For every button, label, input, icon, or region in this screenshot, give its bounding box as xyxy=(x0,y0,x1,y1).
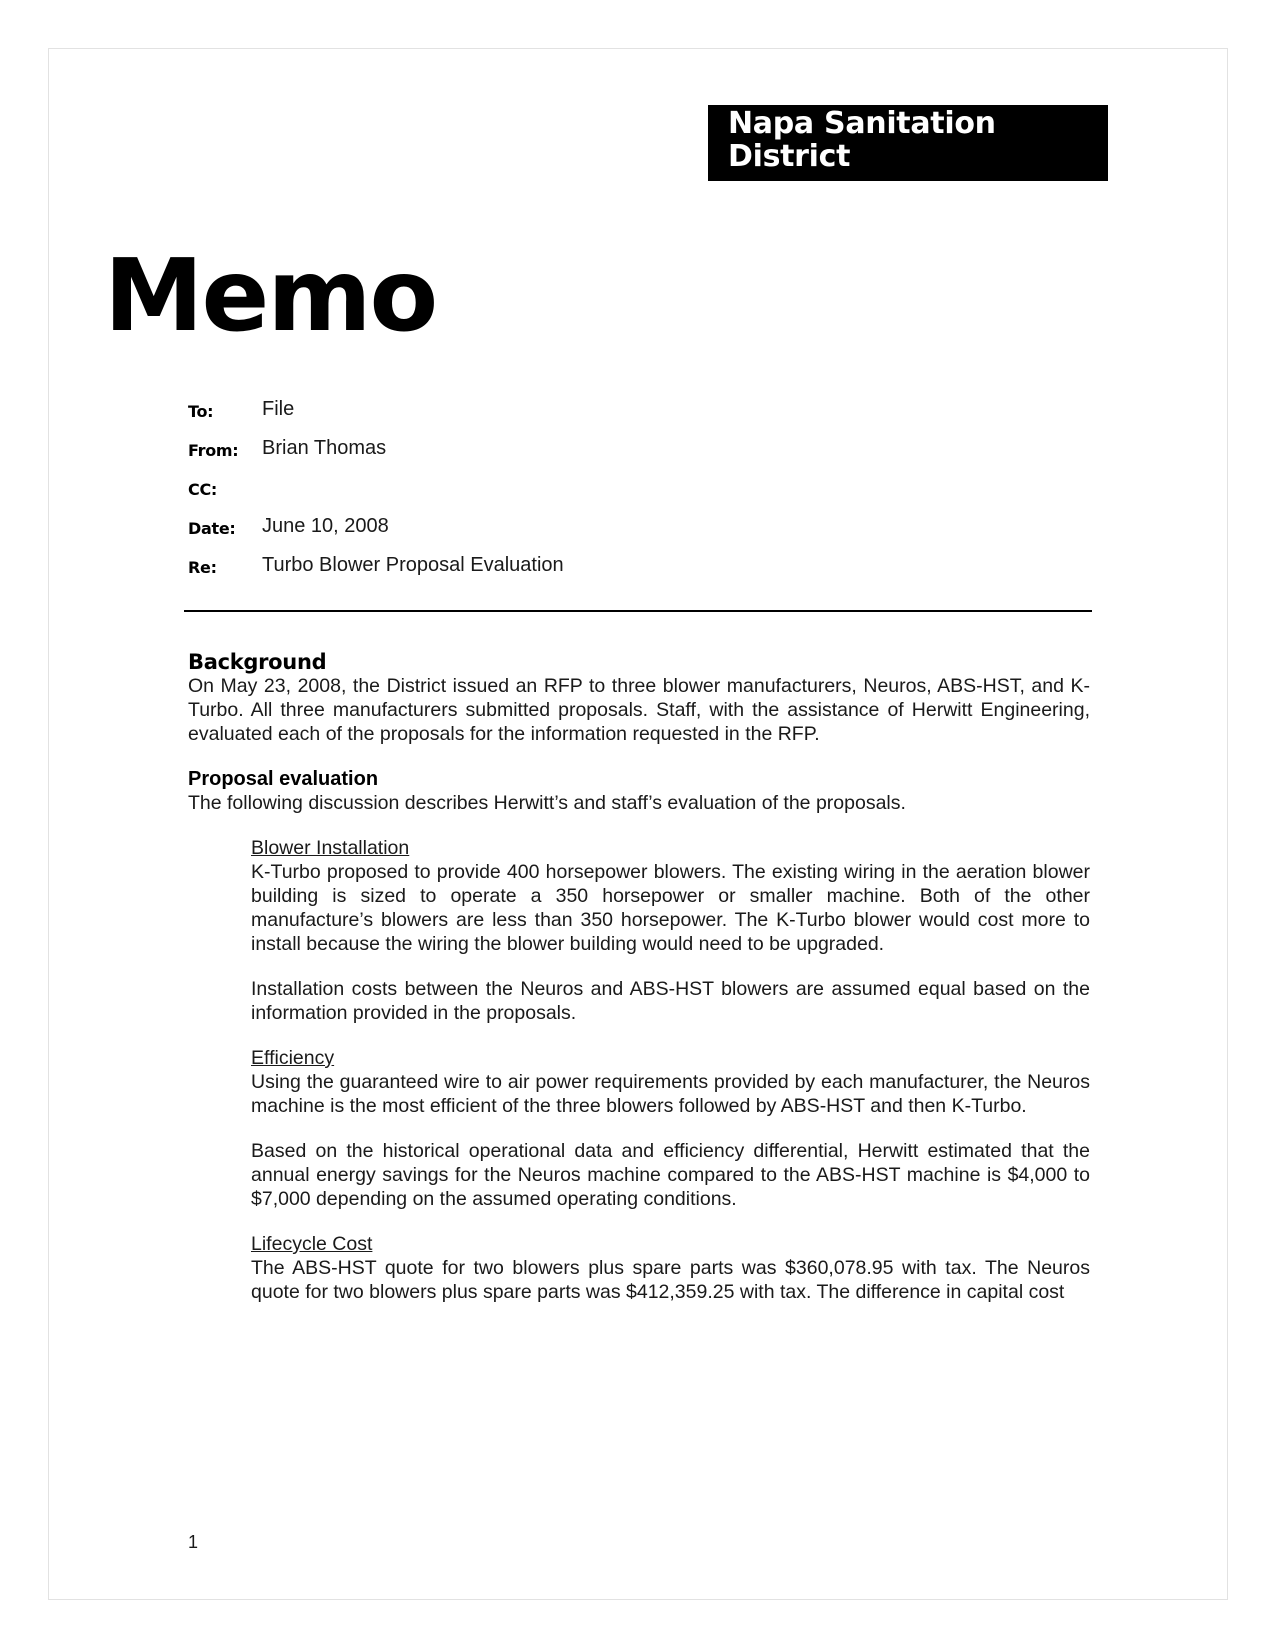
memo-title: Memo xyxy=(104,237,437,354)
efficiency-paragraph-2: Based on the historical operational data and efficiency differential, Herwitt estimated that the annual energy savings for the Neuros machine compared to the ABS-HST machine is $4,000 to $7,000 depending on the assumed operating conditions. xyxy=(251,1140,1090,1210)
efficiency-heading: Efficiency xyxy=(251,1047,335,1069)
efficiency-paragraph-1: Using the guaranteed wire to air power requirements provided by each manufacturer, the Neuros machine is the most efficient of the three blowers followed by ABS-HST and then K-Turbo. xyxy=(251,1071,1090,1117)
re-value: Turbo Blower Proposal Evaluation xyxy=(262,554,564,576)
date-value: June 10, 2008 xyxy=(262,515,389,537)
from-label: From: xyxy=(188,441,239,460)
lifecycle-cost-heading: Lifecycle Cost xyxy=(251,1233,373,1255)
memo-body xyxy=(188,650,1090,1304)
organization-banner xyxy=(708,105,1108,181)
date-label: Date: xyxy=(188,519,236,538)
cc-label: CC: xyxy=(188,480,217,499)
from-value: Brian Thomas xyxy=(262,437,387,459)
proposal-evaluation-heading: Proposal evaluation xyxy=(188,768,379,790)
blower-installation-paragraph-2: Installation costs between the Neuros and ABS-HST blowers are assumed equal based on the information provided in the proposals. xyxy=(251,978,1090,1024)
blower-installation-heading: Blower Installation xyxy=(251,837,410,859)
page-number: 1 xyxy=(188,1532,199,1552)
lifecycle-cost-paragraph: The ABS-HST quote for two blowers plus spare parts was $360,078.95 with tax. The Neuros quote for two blowers plus spare parts was $412,359.25 with tax. The difference in capital cost xyxy=(251,1257,1090,1303)
evaluation-subsections xyxy=(251,836,1090,1304)
organization-name-line-2: District xyxy=(728,139,851,174)
to-label: To: xyxy=(188,402,214,421)
background-paragraph: On May 23, 2008, the District issued an RFP to three blower manufacturers, Neuros, ABS-HST, and K-Turbo. All three manufacturers submitted proposals. Staff, with the assistance of Herwitt Engineering, evaluated each of the proposals for the information requested in the RFP. xyxy=(188,675,1090,745)
background-heading: Background xyxy=(188,650,327,674)
to-value: File xyxy=(262,398,295,420)
blower-installation-paragraph-1: K-Turbo proposed to provide 400 horsepower blowers. The existing wiring in the aeration blower building is sized to operate a 350 horsepower or smaller machine. Both of the other manufacture’s blowers are less than 350 horsepower. The K-Turbo blower would cost more to install because the wiring the blower building would need to be upgraded. xyxy=(251,861,1090,955)
organization-name-line-1: Napa Sanitation xyxy=(728,106,996,141)
proposal-evaluation-intro: The following discussion describes Herwitt’s and staff’s evaluation of the proposals. xyxy=(188,792,906,814)
header-divider xyxy=(184,610,1092,612)
re-label: Re: xyxy=(188,558,217,577)
